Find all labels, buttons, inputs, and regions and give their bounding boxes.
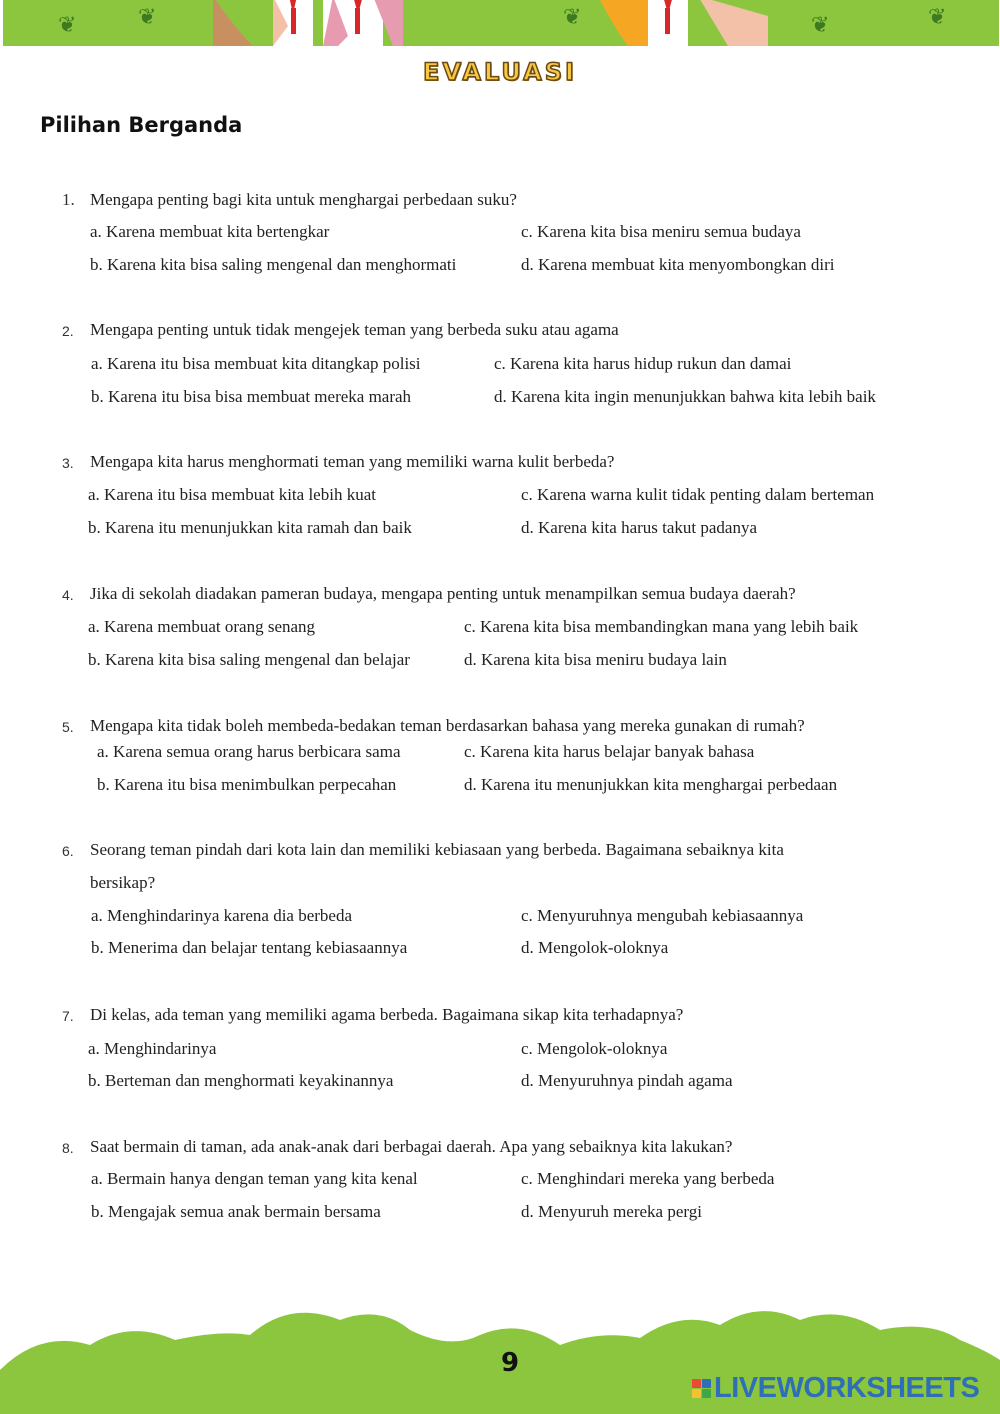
children-illustration-right — [598, 0, 768, 46]
option-a[interactable]: a. Karena membuat kita bertengkar — [90, 222, 330, 241]
question-text: Mengapa kita harus menghormati teman yang memiliki warna kulit berbeda? — [90, 452, 615, 471]
option-d[interactable]: d. Mengolok-oloknya — [521, 938, 669, 957]
option-c[interactable]: c. Karena kita bisa membandingkan mana yang lebih baik — [464, 617, 859, 636]
option-b[interactable]: b. Menerima dan belajar tentang kebiasaannya — [91, 938, 408, 957]
liveworksheets-icon — [692, 1379, 711, 1398]
option-b[interactable]: b. Mengajak semua anak bermain bersama — [91, 1202, 381, 1221]
option-d[interactable]: d. Karena kita bisa meniru budaya lain — [464, 650, 727, 669]
option-d[interactable]: d. Karena membuat kita menyombongkan diri — [521, 255, 835, 274]
leaf-icon: ❦ — [811, 12, 830, 37]
option-d[interactable]: d. Karena kita harus takut padanya — [521, 518, 758, 537]
page-number: 9 — [500, 1348, 520, 1378]
option-b[interactable]: b. Karena itu menunjukkan kita ramah dan baik — [88, 518, 412, 537]
option-c[interactable]: c. Karena kita harus hidup rukun dan damai — [494, 354, 792, 373]
question-text: Mengapa kita tidak boleh membeda-bedakan teman berdasarkan bahasa yang mereka gunakan di rumah? — [90, 716, 805, 735]
header-banner — [3, 0, 999, 46]
question-number: 7. — [62, 1008, 74, 1024]
option-c[interactable]: c. Menghindari mereka yang berbeda — [521, 1169, 775, 1188]
option-b[interactable]: b. Berteman dan menghormati keyakinannya — [88, 1071, 394, 1090]
question-number: 6. — [62, 843, 74, 859]
option-d[interactable]: d. Karena itu menunjukkan kita menghargai perbedaan — [464, 775, 838, 794]
brand-name: LIVEWORKSHEETS — [714, 1372, 980, 1404]
option-d[interactable]: d. Menyuruh mereka pergi — [521, 1202, 702, 1221]
option-d[interactable]: d. Menyuruhnya pindah agama — [521, 1071, 733, 1090]
question-text-continued: bersikap? — [90, 873, 156, 892]
section-title: Pilihan Berganda — [40, 113, 243, 137]
option-a[interactable]: a. Karena itu bisa membuat kita ditangkap polisi — [91, 354, 421, 373]
option-c[interactable]: c. Karena kita bisa meniru semua budaya — [521, 222, 801, 241]
leaf-icon: ❦ — [563, 4, 582, 29]
question-number: 3. — [62, 455, 74, 471]
question-number: 8. — [62, 1140, 74, 1156]
option-d[interactable]: d. Karena kita ingin menunjukkan bahwa kita lebih baik — [494, 387, 876, 406]
option-a[interactable]: a. Menghindarinya karena dia berbeda — [91, 906, 353, 925]
leaf-icon: ❦ — [928, 4, 947, 29]
option-a[interactable]: a. Karena itu bisa membuat kita lebih kuat — [88, 485, 376, 504]
leaf-icon: ❦ — [138, 4, 157, 29]
option-b[interactable]: b. Karena itu bisa bisa membuat mereka marah — [91, 387, 412, 406]
option-b[interactable]: b. Karena kita bisa saling mengenal dan belajar — [88, 650, 410, 669]
question-text: Jika di sekolah diadakan pameran budaya, mengapa penting untuk menampilkan semua budaya daerah? — [90, 584, 796, 603]
question-number: 2. — [62, 323, 74, 339]
option-c[interactable]: c. Menyuruhnya mengubah kebiasaannya — [521, 906, 804, 925]
question-number: 1. — [62, 190, 75, 209]
question-number: 5. — [62, 719, 74, 735]
question-text: Saat bermain di taman, ada anak-anak dari berbagai daerah. Apa yang sebaiknya kita lakukan? — [90, 1137, 733, 1156]
page-title: EVALUASI — [423, 58, 577, 86]
liveworksheets-logo — [692, 1372, 979, 1405]
leaf-icon: ❦ — [58, 12, 77, 37]
option-a[interactable]: a. Karena semua orang harus berbicara sama — [97, 742, 401, 761]
option-c[interactable]: c. Karena kita harus belajar banyak bahasa — [464, 742, 755, 761]
question-text: Mengapa penting untuk tidak mengejek teman yang berbeda suku atau agama — [90, 320, 619, 339]
option-a[interactable]: a. Menghindarinya — [88, 1039, 217, 1058]
question-text: Mengapa penting bagi kita untuk menghargai perbedaan suku? — [90, 190, 517, 209]
option-a[interactable]: a. Karena membuat orang senang — [88, 617, 316, 636]
option-c[interactable]: c. Mengolok-oloknya — [521, 1039, 668, 1058]
question-number: 4. — [62, 587, 74, 603]
question-text: Seorang teman pindah dari kota lain dan memiliki kebiasaan yang berbeda. Bagaimana sebaiknya kita — [90, 840, 784, 859]
question-text: Di kelas, ada teman yang memiliki agama berbeda. Bagaimana sikap kita terhadapnya? — [90, 1005, 684, 1024]
option-c[interactable]: c. Karena warna kulit tidak penting dalam berteman — [521, 485, 875, 504]
option-b[interactable]: b. Karena kita bisa saling mengenal dan menghormati — [90, 255, 457, 274]
option-a[interactable]: a. Bermain hanya dengan teman yang kita kenal — [91, 1169, 418, 1188]
option-b[interactable]: b. Karena itu bisa menimbulkan perpecahan — [97, 775, 397, 794]
children-illustration-left — [213, 0, 403, 46]
